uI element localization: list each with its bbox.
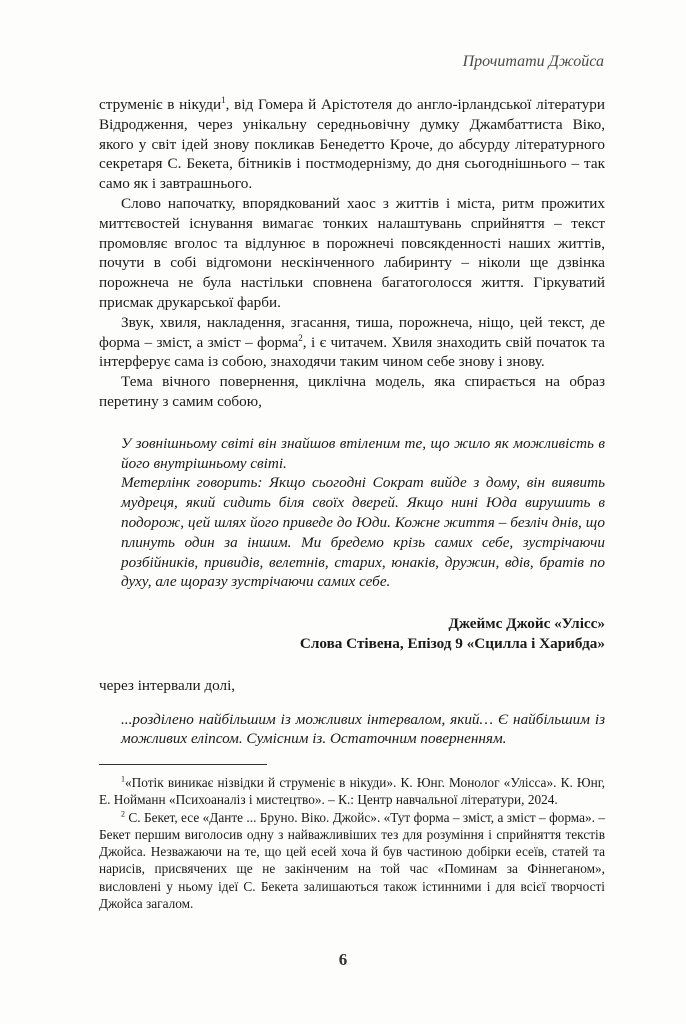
paragraph-5: через інтервали долі, — [99, 676, 236, 694]
main-text — [99, 95, 605, 749]
footnote-mark-2: 2 — [121, 809, 125, 819]
paragraph-1-start: струменіє в нікуди — [99, 96, 222, 113]
footnote-text-2: С. Бекет, есе «Данте ... Бруно. Віко. Джойс». «Тут форма – зміст, а зміст – форма». – Бекет першим виголосив одну з найважливіших тез для розуміння і сприйняття текстів Джойса. Незважаючи на те, що цей есей хоча й був частиною добірки есеїв, статей та нарисів, присвячених ще не закінченим на той час «Поминам за Фіннеганом», висловлені у ньому ідеї С. Бекета залишаються також істинними і для всієї творчості Джойса загалом. — [99, 809, 606, 912]
paragraph-2: Слово напочатку, впорядкований хаос з життів і міста, ритм прожитих миттєвостей існування вимагає тонких налаштувань сприйняття – текст промовляє вголос та відлунює в порожнечі повсякденності наших життів, почути в собі відгомони нескінченного лабиринту – ніколи ще дзвінка порожнеча не була настільки сповнена багатоголосся життя. Гіркуватий присмак друкарської фарби. — [99, 194, 605, 311]
paragraph-1-end: , від Гомера й Арістотеля до англо-ірландської літератури Відродження, через унікальну середньовічну думку Джамбаттиста Віко, якого у світ ідей знову покликав Бенедетто Кроче, до абсурду літературного секретаря С. Бекета, бітників і постмодернізму, до дня сьогоднішнього – так само як і завтрашнього. — [99, 96, 605, 193]
paragraph-3 — [99, 313, 605, 372]
footnote-2 — [99, 809, 605, 913]
epigraph-quote-2: Метерлінк говорить: Якщо сьогодні Сократ вийде з дому, він виявить мудреця, який сидить біля своїх дверей. Якщо нині Юда вирушить в подорож, цей шлях його приведе до Юди. Кожне життя – безліч днів, що плинуть один за іншим. Ми бредемо крізь самих себе, зустрічаючи розбійників, привидів, велетнів, старих, юнаків, дружин, вдів, братів по духу, але щоразу зустрічаючи самих себе. — [121, 474, 605, 591]
paragraph-3-start: Звук, хвиля, накладення, згасання, тиша, порожнеча, ніщо, цей текст, де форма – зміст, а зміст – форма — [99, 313, 605, 351]
footnote-text-1: «Потік виникає нізвідки й струменіє в нікуди». К. Юнг. Монолог «Улісса». К. Юнг, Е. Нойманн «Психоаналіз і мистецтво». – К.: Центр навчальної літератури, 2024. — [99, 775, 605, 808]
footnote-1 — [99, 774, 605, 809]
paragraph-3-end: , і є читачем. Хвиля знаходить свій початок та інтерферує сама із собою, знаходячи таким чином себе знову і знову. — [99, 333, 605, 371]
attribution-author: Джеймс Джойс «Улісс» — [448, 615, 605, 633]
footnote-mark-1: 1 — [121, 774, 125, 784]
footnote-divider — [99, 764, 267, 765]
page-number: 6 — [338, 950, 348, 969]
footnote-ref-1[interactable]: 1 — [221, 94, 226, 105]
closing-quote: ...розділено найбільшим із можливих інтервалом, який… Є найбільшим із можливих еліпсом. Сумісним із. Остаточним поверненням. — [121, 710, 605, 748]
running-head: Прочитати Джойса — [462, 53, 604, 70]
attribution-source: Слова Стівена, Епізод 9 «Сцилла і Харибда» — [299, 634, 605, 652]
epigraph-quote-1: У зовнішньому світі він знайшов втіленим те, що жило як можливість в його внутрішньому світі. — [121, 434, 605, 472]
footnotes — [99, 774, 605, 912]
footnote-ref-2[interactable]: 2 — [298, 332, 303, 343]
paragraph-4: Тема вічного повернення, циклічна модель, яка спирається на образ перетину з самим собою, — [99, 373, 605, 410]
paragraph-1 — [99, 95, 605, 194]
